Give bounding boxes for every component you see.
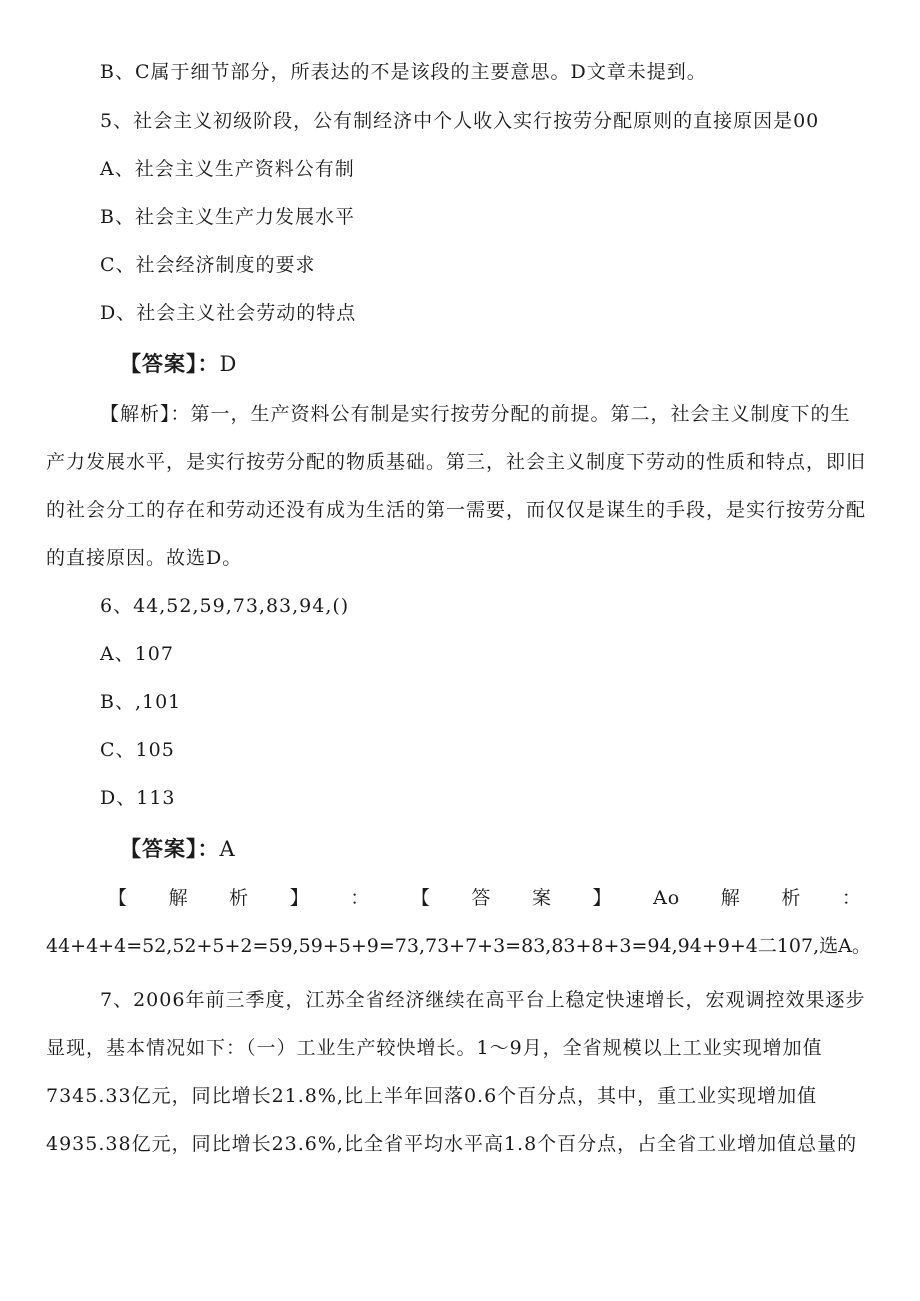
q6-answer-value: A: [219, 837, 236, 861]
q6-analysis-line-1: 【 解 析 】 ： 【 答 案 】 Ao 解 析 ：: [108, 887, 862, 909]
q7-line-3: 7345.33亿元，同比增长21.8%,比上半年回落0.6个百分点，其中，重工业实现增加值: [46, 1085, 818, 1107]
q5-answer: [120, 350, 237, 378]
q5-analysis-line-2: 产力发展水平，是实行按劳分配的物质基础。第三，社会主义制度下劳动的性质和特点，即旧: [46, 451, 867, 473]
q5-analysis-line-4: 的直接原因。故选D。: [46, 547, 243, 569]
q4-explanation-tail: B、C属于细节部分，所表达的不是该段的主要意思。D文章未提到。: [100, 61, 707, 83]
q5-analysis-line-1: 【解析】：第一，生产资料公有制是实行按劳分配的前提。第二，社会主义制度下的生: [100, 403, 851, 425]
q7-line-1: 7、2006年前三季度，江苏全省经济继续在高平台上稳定快速增长，宏观调控效果逐步: [100, 989, 866, 1011]
q5-answer-value: D: [219, 352, 238, 376]
q6-answer: [120, 835, 236, 863]
q7-line-2: 显现，基本情况如下：（一）工业生产较快增长。1～9月，全省规模以上工业实现增加值: [46, 1037, 823, 1059]
q6-answer-label: 【答案】：: [120, 837, 220, 861]
q6-option-b: B、,101: [100, 691, 182, 713]
q5-option-c: C、社会经济制度的要求: [100, 254, 316, 276]
q6-question: 6、44,52,59,73,83,94,(): [100, 595, 350, 617]
q6-option-d: D、113: [100, 787, 176, 809]
q5-answer-label: 【答案】：: [120, 352, 220, 376]
q5-option-d: D、社会主义社会劳动的特点: [100, 302, 357, 324]
q6-option-a: A、107: [100, 643, 174, 665]
q7-line-4: 4935.38亿元，同比增长23.6%,比全省平均水平高1.8个百分点，占全省工业增加值总量的: [46, 1133, 858, 1155]
q6-option-c: C、105: [100, 739, 175, 761]
q5-analysis-label: 【解析】: [100, 403, 171, 425]
q5-analysis-line-3: 的社会分工的存在和劳动还没有成为生活的第一需要，而仅仅是谋生的手段，是实行按劳分配: [46, 499, 867, 521]
q5-question: 5、社会主义初级阶段，公有制经济中个人收入实行按劳分配原则的直接原因是00: [100, 110, 820, 132]
q5-option-a: A、社会主义生产资料公有制: [100, 158, 355, 180]
q5-option-b: B、社会主义生产力发展水平: [100, 206, 355, 228]
q6-analysis-line-2: 44+4+4=52,52+5+2=59,59+5+9=73,73+7+3=83,83+8+3=94,94+9+4二107,选A。: [46, 935, 871, 957]
